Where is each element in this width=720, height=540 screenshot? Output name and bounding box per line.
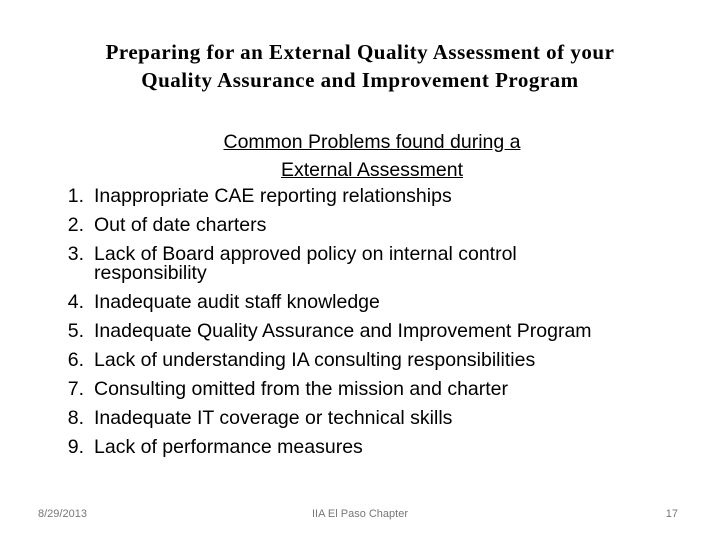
item-text: Lack of Board approved policy on internal control responsibility — [94, 243, 517, 284]
list-heading-line-2: External Assessment — [280, 159, 464, 181]
list-item — [28, 379, 688, 400]
list-heading-line-1: Common Problems found during a — [223, 131, 521, 153]
slide-title — [0, 38, 720, 94]
item-text: Consulting omitted from the mission and charter — [94, 378, 509, 400]
item-number: 8. — [67, 407, 84, 429]
item-number: 7. — [67, 378, 84, 400]
item-number: 5. — [67, 320, 84, 342]
item-number: 3. — [67, 243, 84, 265]
item-text: Lack of understanding IA consulting responsibilities — [94, 349, 536, 371]
item-number: 4. — [67, 291, 84, 313]
item-number: 9. — [67, 436, 84, 458]
item-number: 2. — [67, 214, 84, 236]
list-heading — [185, 128, 559, 184]
item-text: Inadequate Quality Assurance and Improvement Program — [94, 320, 592, 342]
item-text: Lack of performance measures — [94, 436, 363, 458]
list-item — [28, 292, 688, 313]
item-text: Out of date charters — [94, 214, 267, 236]
problems-list — [28, 186, 688, 466]
footer-page-number: 17 — [665, 508, 678, 520]
list-item — [28, 321, 688, 342]
list-item — [28, 350, 688, 371]
item-text: Inadequate IT coverage or technical skills — [94, 407, 453, 429]
list-item — [28, 244, 688, 283]
slide-title-line-2: Quality Assurance and Improvement Program — [141, 68, 579, 92]
footer-organization: IIA El Paso Chapter — [312, 508, 408, 520]
footer-date: 8/29/2013 — [38, 508, 87, 520]
item-number: 1. — [67, 185, 84, 207]
list-item — [28, 437, 688, 458]
item-number: 6. — [67, 349, 84, 371]
item-text: Inappropriate CAE reporting relationships — [94, 185, 452, 207]
slide-title-line-1: Preparing for an External Quality Assessment of your — [105, 40, 615, 64]
item-text: Inadequate audit staff knowledge — [94, 291, 380, 313]
list-item — [28, 408, 688, 429]
list-item — [28, 215, 688, 236]
list-item — [28, 186, 688, 207]
